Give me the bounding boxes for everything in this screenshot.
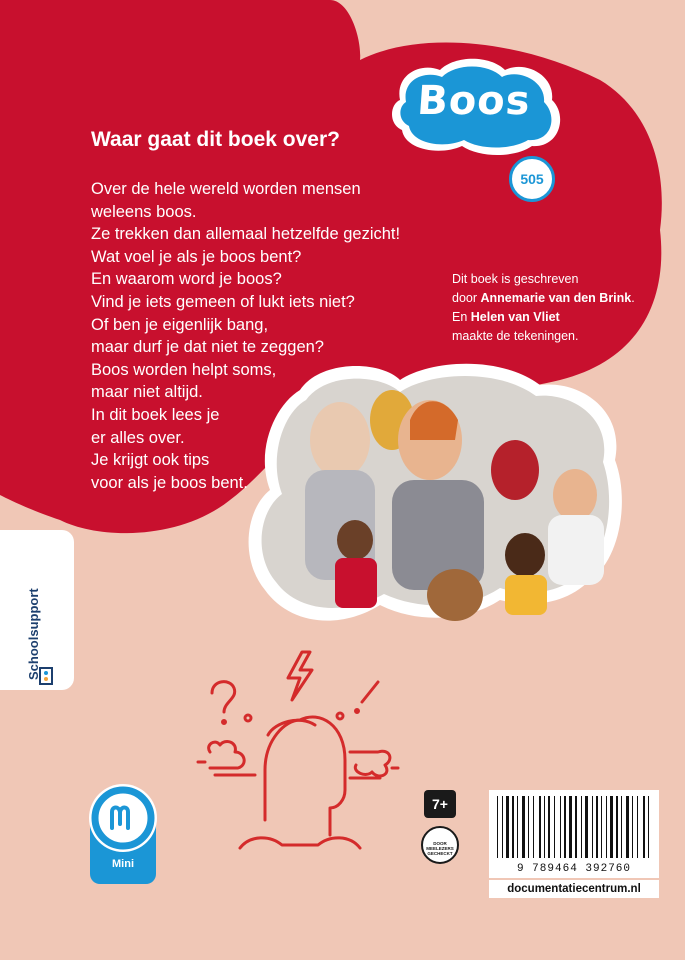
level-label: Mini — [112, 858, 134, 870]
blurb-heading: Waar gaat dit boek over? — [91, 128, 340, 151]
publisher-name: Schoolsupport — [26, 588, 41, 680]
age-badge: 7+ — [424, 790, 456, 818]
credits-line: maakte de tekeningen. — [452, 329, 579, 343]
mini-level-badge — [86, 784, 160, 884]
blurb-line: weleens boos. — [91, 202, 197, 221]
lightning-icon — [288, 652, 312, 700]
blurb-line: er alles over. — [91, 428, 185, 447]
blurb-line: maar niet altijd. — [91, 383, 203, 402]
blurb-line: Je krijgt ook tips — [91, 451, 210, 470]
book-title: Boos — [415, 78, 533, 124]
credits-prefix: door — [452, 291, 481, 305]
angry-head-icon — [240, 717, 360, 848]
blurb-line: voor als je boos bent. — [91, 473, 248, 492]
illustrator-name: Helen van Vliet — [470, 310, 560, 324]
credits-suffix: . — [631, 291, 635, 305]
blurb-line: Ze trekken dan allemaal hetzelfde gezicht! — [91, 225, 401, 244]
blurb-line: En waarom word je boos? — [91, 270, 282, 289]
blurb-line: Boos worden helpt soms, — [91, 360, 277, 379]
isbn-number: 9 789464 392760 — [516, 863, 632, 875]
blurb-line: Of ben je eigenlijk bang, — [91, 315, 269, 334]
question-mark-icon — [212, 682, 251, 724]
website-label: documentatiecentrum.nl — [489, 880, 659, 898]
series-number-badge: 505 — [509, 156, 555, 202]
credits — [452, 270, 672, 346]
barcode-bars — [489, 790, 659, 862]
credits-line — [452, 289, 672, 308]
author-name: Annemarie van den Brink — [480, 291, 632, 305]
credits-line — [452, 308, 672, 327]
isbn-barcode — [489, 790, 659, 878]
credits-prefix: En — [452, 310, 471, 324]
blurb-line: Over de hele wereld worden mensen — [91, 180, 361, 198]
blurb-line: Wat voel je als je boos bent? — [91, 247, 302, 266]
publisher-tab — [0, 530, 74, 690]
exclamation-icon — [337, 682, 378, 719]
blurb-line: Vind je iets gemeen of lukt iets niet? — [91, 292, 355, 311]
blurb-line: maar durf je dat niet te zeggen? — [91, 338, 324, 357]
credits-line: Dit boek is geschreven — [452, 272, 579, 286]
steam-right-icon — [350, 751, 398, 778]
reader-checked-seal — [421, 826, 459, 864]
steam-left-icon — [198, 741, 255, 775]
blurb-text — [91, 178, 421, 494]
blurb-line: In dit boek lees je — [91, 405, 220, 424]
seal-text: DOOR MEELEZERS GECHECKT — [426, 841, 454, 856]
